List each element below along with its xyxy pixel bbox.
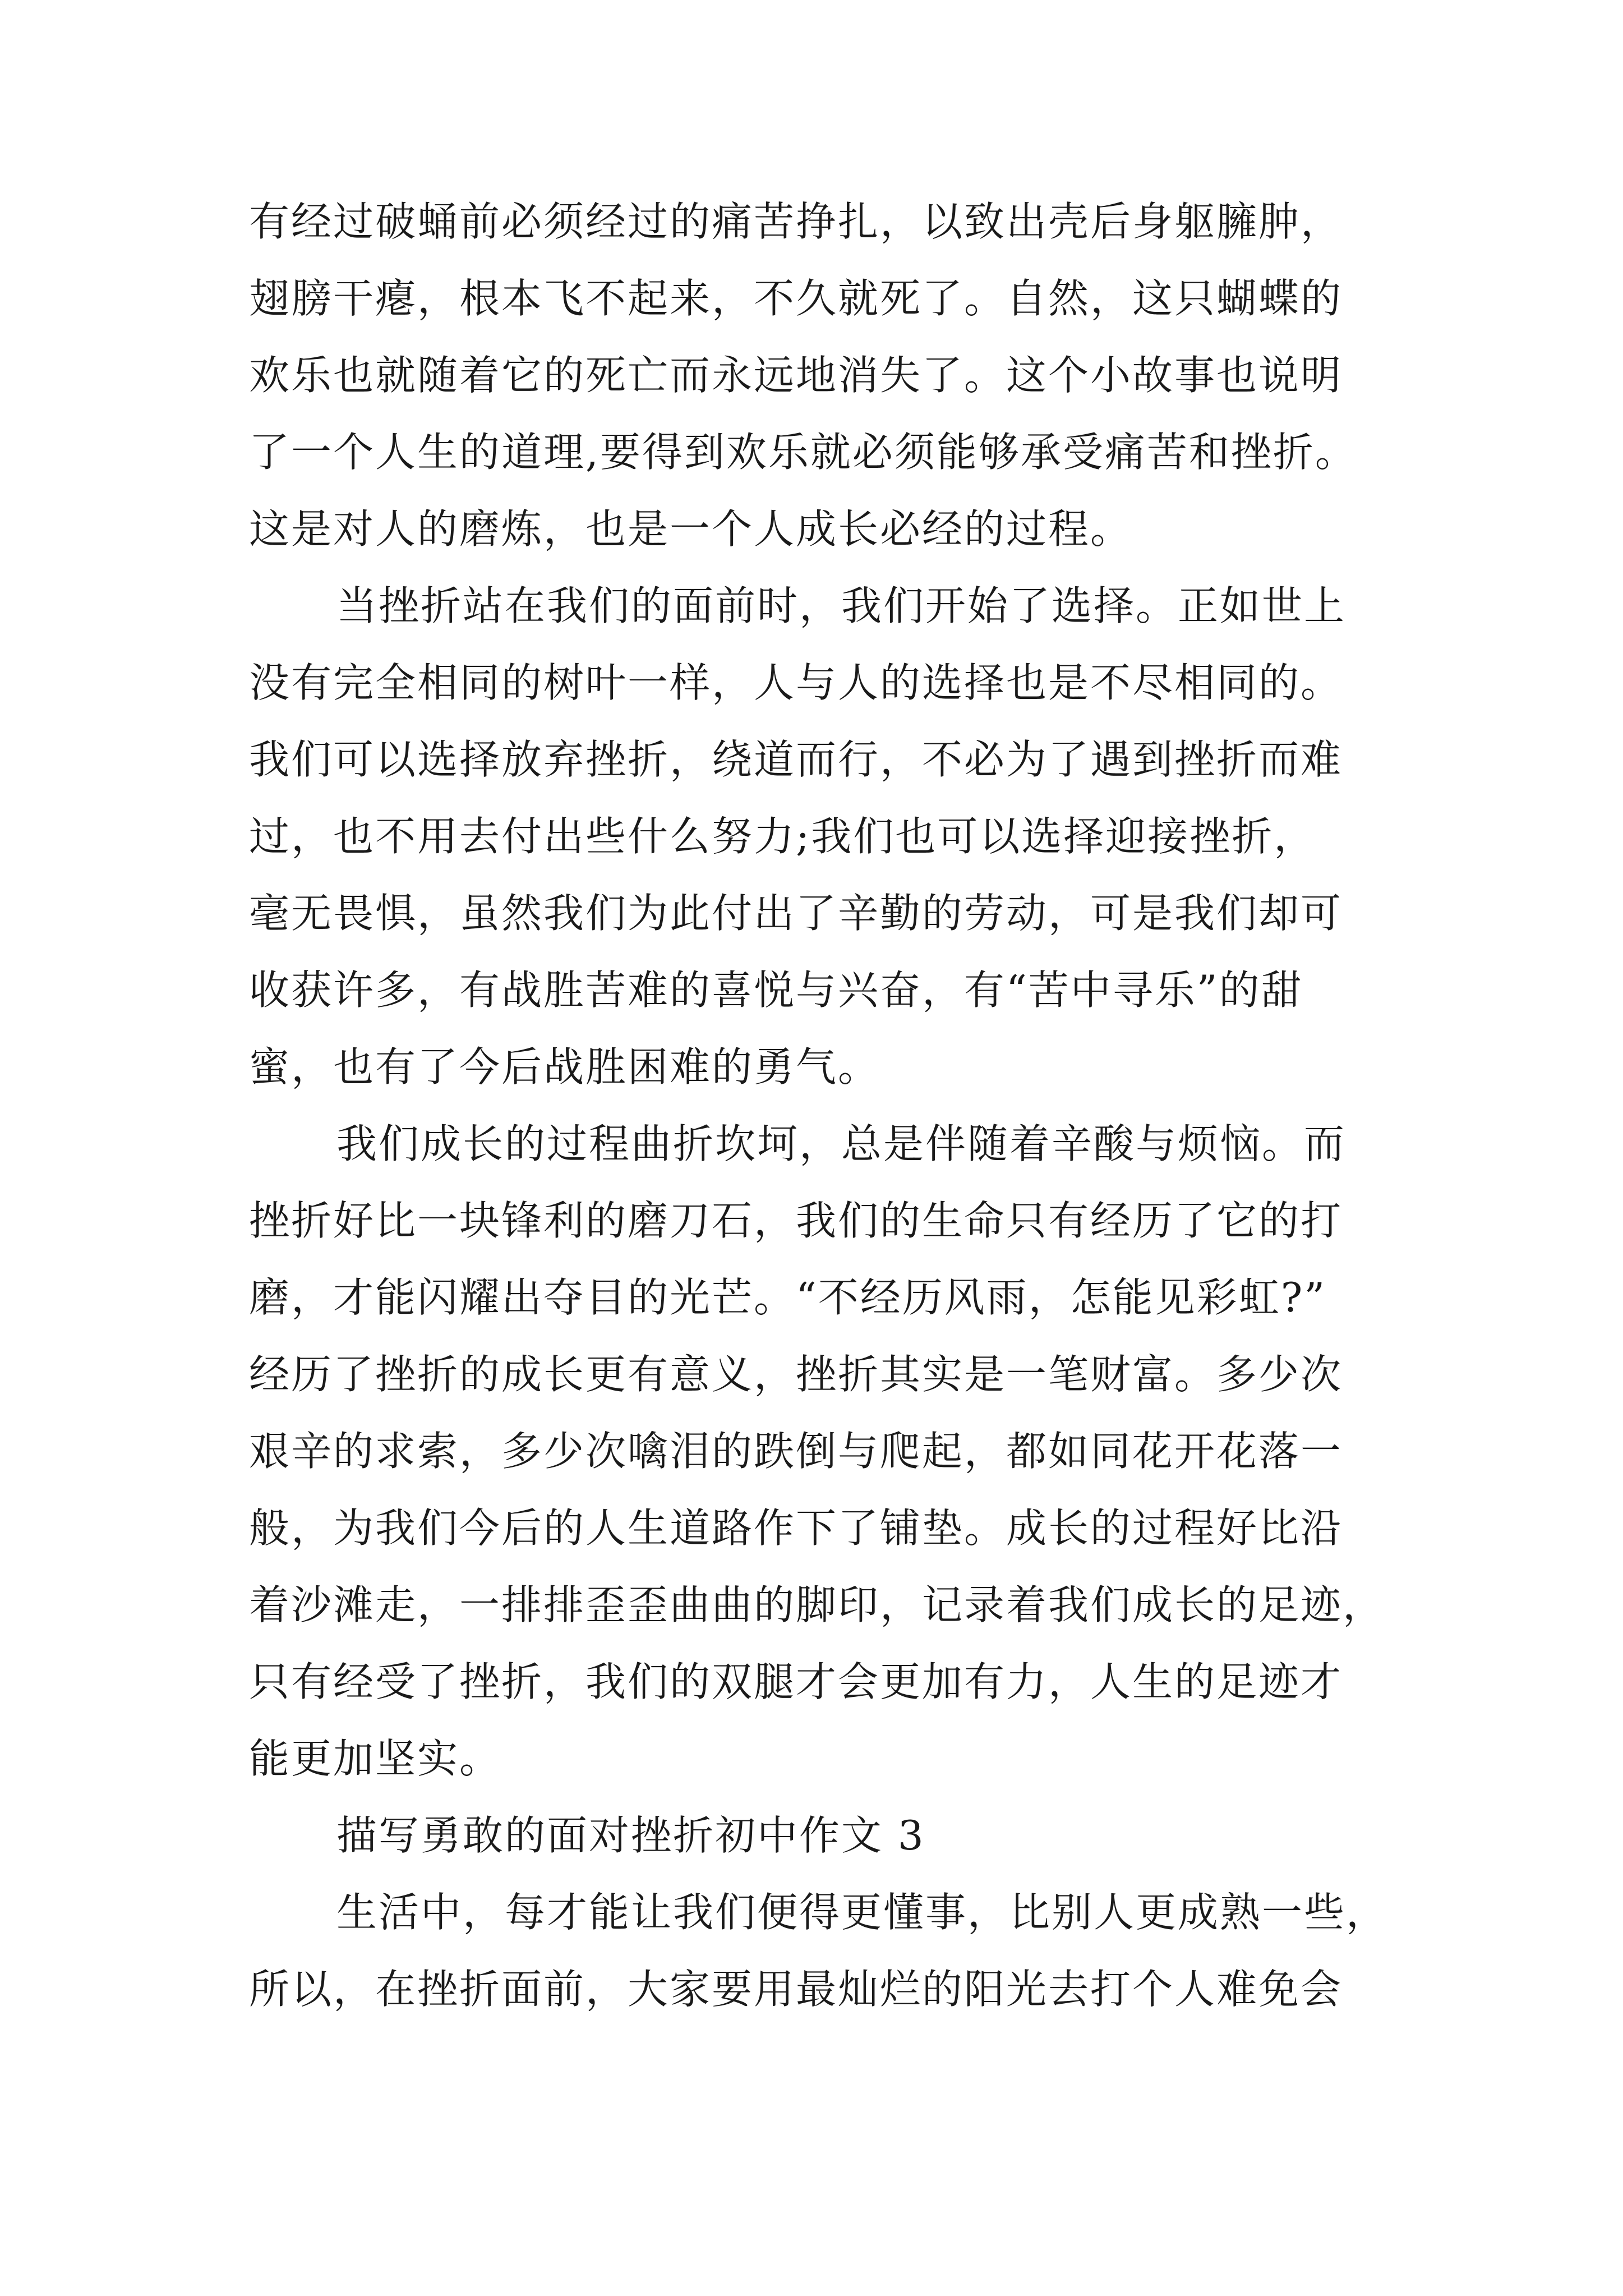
paragraph-first-line: 我们成长的过程曲折坎坷，总是伴随着辛酸与烦恼。而 bbox=[336, 1120, 1347, 1167]
paragraph-first-line: 当挫折站在我们的面前时，我们开始了选择。正如世上 bbox=[336, 582, 1347, 629]
text-line: 收获许多，有战胜苦难的喜悦与兴奋，有“苦中寻乐”的甜 bbox=[249, 967, 1303, 1014]
text-line: 欢乐也就随着它的死亡而永远地消失了。这个小故事也说明 bbox=[249, 352, 1343, 399]
text-line: 着沙滩走，一排排歪歪曲曲的脚印，记录着我们成长的足迹， bbox=[249, 1581, 1385, 1628]
text-line: 所以，在挫折面前，大家要用最灿烂的阳光去打个人难免会 bbox=[249, 1966, 1343, 2013]
text-line: 有经过破蛹前必须经过的痛苦挣扎，以致出壳后身躯臃肿， bbox=[249, 198, 1343, 245]
text-line: 能更加坚实。 bbox=[249, 1735, 502, 1782]
text-line: 只有经受了挫折，我们的双腿才会更加有力，人生的足迹才 bbox=[249, 1658, 1343, 1705]
paragraph-first-line: 生活中，每才能让我们便得更懂事，比别人更成熟一些， bbox=[336, 1889, 1389, 1936]
text-line: 挫折好比一块锋利的磨刀石，我们的生命只有经历了它的打 bbox=[249, 1197, 1343, 1244]
text-line: 我们可以选择放弃挫折，绕道而行，不必为了遇到挫折而难 bbox=[249, 736, 1343, 783]
section-heading: 描写勇敢的面对挫折初中作文 3 bbox=[336, 1812, 925, 1859]
text-line: 没有完全相同的树叶一样，人与人的选择也是不尽相同的。 bbox=[249, 659, 1343, 706]
text-line: 蜜，也有了今后战胜困难的勇气。 bbox=[249, 1043, 880, 1091]
text-line: 经历了挫折的成长更有意义，挫折其实是一笔财富。多少次 bbox=[249, 1351, 1343, 1398]
text-line: 过，也不用去付出些什么努力;我们也可以选择迎接挫折， bbox=[249, 813, 1316, 860]
text-line: 这是对人的磨炼，也是一个人成长必经的过程。 bbox=[249, 505, 1133, 553]
text-line: 磨，才能闪耀出夺目的光芒。“不经历风雨，怎能见彩虹?” bbox=[249, 1274, 1327, 1321]
text-line: 毫无畏惧，虽然我们为此付出了辛勤的劳动，可是我们却可 bbox=[249, 890, 1343, 937]
text-line: 翅膀干瘪，根本飞不起来，不久就死了。自然，这只蝴蝶的 bbox=[249, 275, 1343, 322]
text-line: 般，为我们今后的人生道路作下了铺垫。成长的过程好比沿 bbox=[249, 1504, 1343, 1552]
text-line: 艰辛的求索，多少次噙泪的跌倒与爬起，都如同花开花落一 bbox=[249, 1428, 1343, 1475]
text-line: 了一个人生的道理,要得到欢乐就必须能够承受痛苦和挫折。 bbox=[249, 429, 1357, 476]
